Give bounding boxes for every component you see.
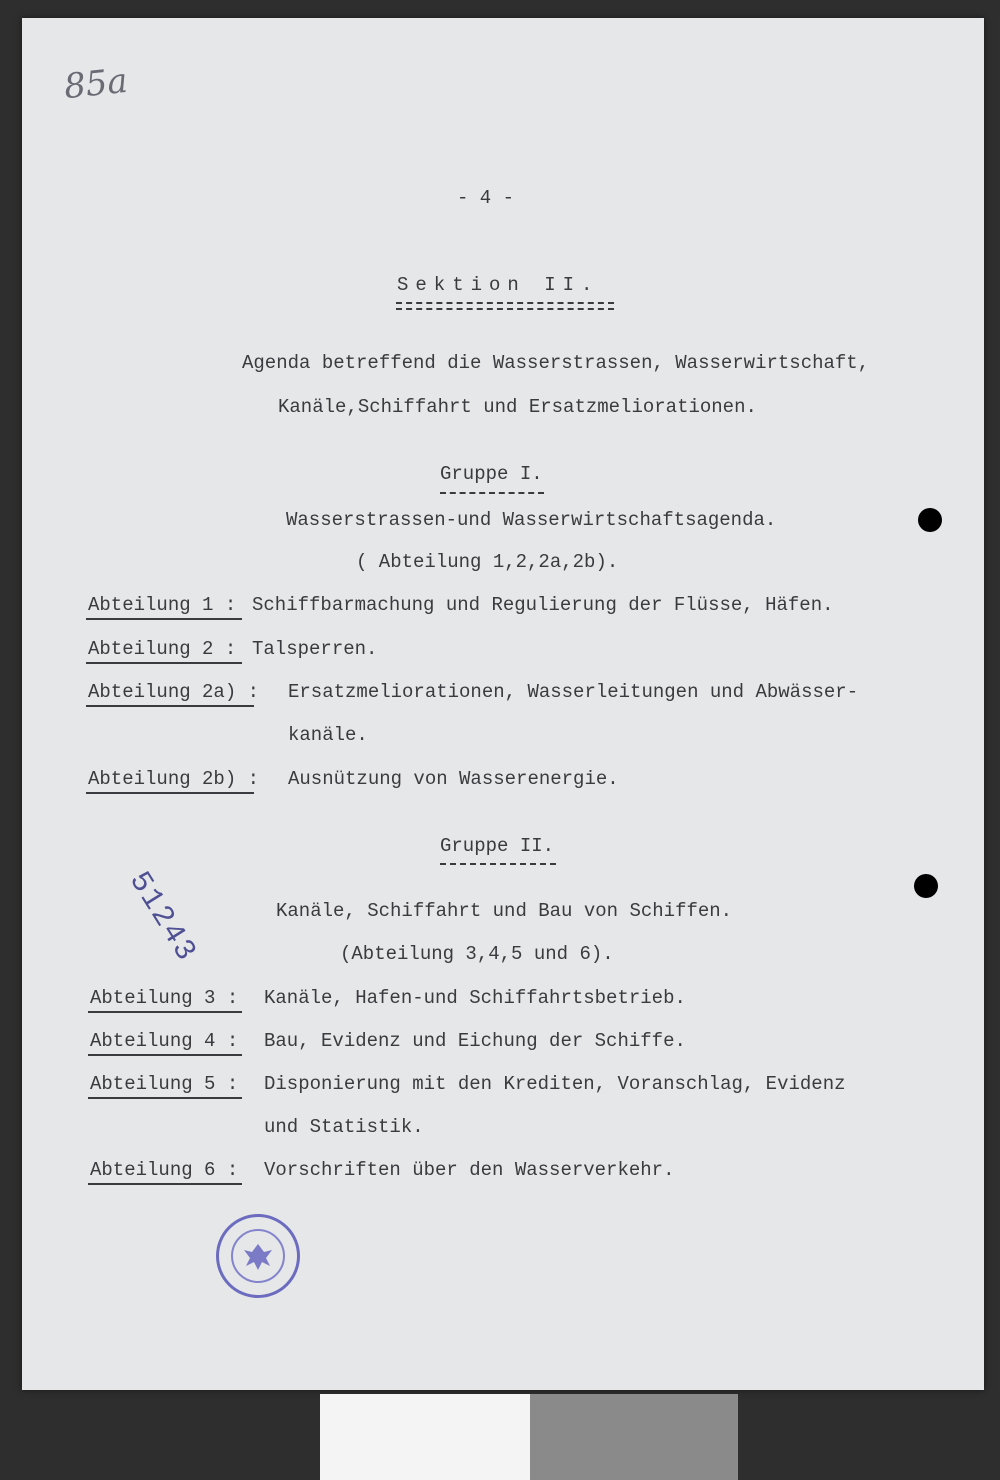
group1-item-2-underline xyxy=(86,662,242,664)
group2-underline xyxy=(440,863,556,865)
group1-item-2-label: Abteilung 2 : xyxy=(88,638,237,660)
group2-item-1-label: Abteilung 3 : xyxy=(90,987,239,1009)
section-title: Sektion II. xyxy=(397,274,600,296)
group2-range: (Abteilung 3,4,5 und 6). xyxy=(340,943,614,965)
ministry-seal-stamp xyxy=(216,1214,300,1298)
group2-subtitle: Kanäle, Schiffahrt und Bau von Schiffen. xyxy=(276,900,733,922)
group2-item-2-text: Bau, Evidenz und Eichung der Schiffe. xyxy=(264,1030,686,1052)
group1-item-1-label: Abteilung 1 : xyxy=(88,594,237,616)
stamp-number: 51243 xyxy=(121,866,204,969)
group1-item-4-label: Abteilung 2b) : xyxy=(88,768,260,790)
group1-item-3-text: Ersatzmeliorationen, Wasserleitungen und Abwässer- xyxy=(288,681,859,703)
group1-item-1-text: Schiffbarmachung und Regulierung der Flüsse, Häfen. xyxy=(252,594,834,616)
group1-item-3-label: Abteilung 2a) : xyxy=(88,681,260,703)
page-number: - 4 - xyxy=(457,187,515,209)
group2-item-3-underline xyxy=(88,1097,242,1099)
group2-item-4-underline xyxy=(88,1183,242,1185)
group2-item-2-underline xyxy=(88,1054,242,1056)
group1-item-3-text-cont: kanäle. xyxy=(288,724,368,746)
calibration-bar-gray xyxy=(530,1394,738,1480)
section-underline-2 xyxy=(396,308,614,310)
seal-emblem-icon xyxy=(216,1214,300,1298)
group2-item-4-label: Abteilung 6 : xyxy=(90,1159,239,1181)
group1-range: ( Abteilung 1,2,2a,2b). xyxy=(356,551,619,573)
punch-hole-lower xyxy=(914,874,938,898)
group1-title: Gruppe I. xyxy=(440,463,543,485)
intro-line-2: Kanäle,Schiffahrt und Ersatzmeliorationen. xyxy=(278,396,757,418)
group1-item-4-text: Ausnützung von Wasserenergie. xyxy=(288,768,619,790)
punch-hole-upper xyxy=(918,508,942,532)
group2-item-3-label: Abteilung 5 : xyxy=(90,1073,239,1095)
group2-item-2-label: Abteilung 4 : xyxy=(90,1030,239,1052)
group1-item-1-underline xyxy=(86,618,242,620)
group1-item-2-text: Talsperren. xyxy=(252,638,378,660)
section-underline xyxy=(396,302,614,304)
handwritten-note: 85a xyxy=(62,60,130,108)
group2-title: Gruppe II. xyxy=(440,835,555,857)
intro-line-1: Agenda betreffend die Wasserstrassen, Wasserwirtschaft, xyxy=(242,352,870,374)
calibration-bar-white xyxy=(320,1394,530,1480)
group1-item-4-underline xyxy=(86,792,254,794)
group2-item-1-underline xyxy=(88,1011,242,1013)
group2-item-3-text-cont: und Statistik. xyxy=(264,1116,424,1138)
group2-item-4-text: Vorschriften über den Wasserverkehr. xyxy=(264,1159,675,1181)
group2-item-3-text: Disponierung mit den Krediten, Voranschlag, Evidenz xyxy=(264,1073,846,1095)
group1-subtitle: Wasserstrassen-und Wasserwirtschaftsagenda. xyxy=(286,509,777,531)
group1-item-3-underline xyxy=(86,705,254,707)
document-page xyxy=(22,18,984,1390)
group2-item-1-text: Kanäle, Hafen-und Schiffahrtsbetrieb. xyxy=(264,987,686,1009)
group1-underline xyxy=(440,492,544,494)
